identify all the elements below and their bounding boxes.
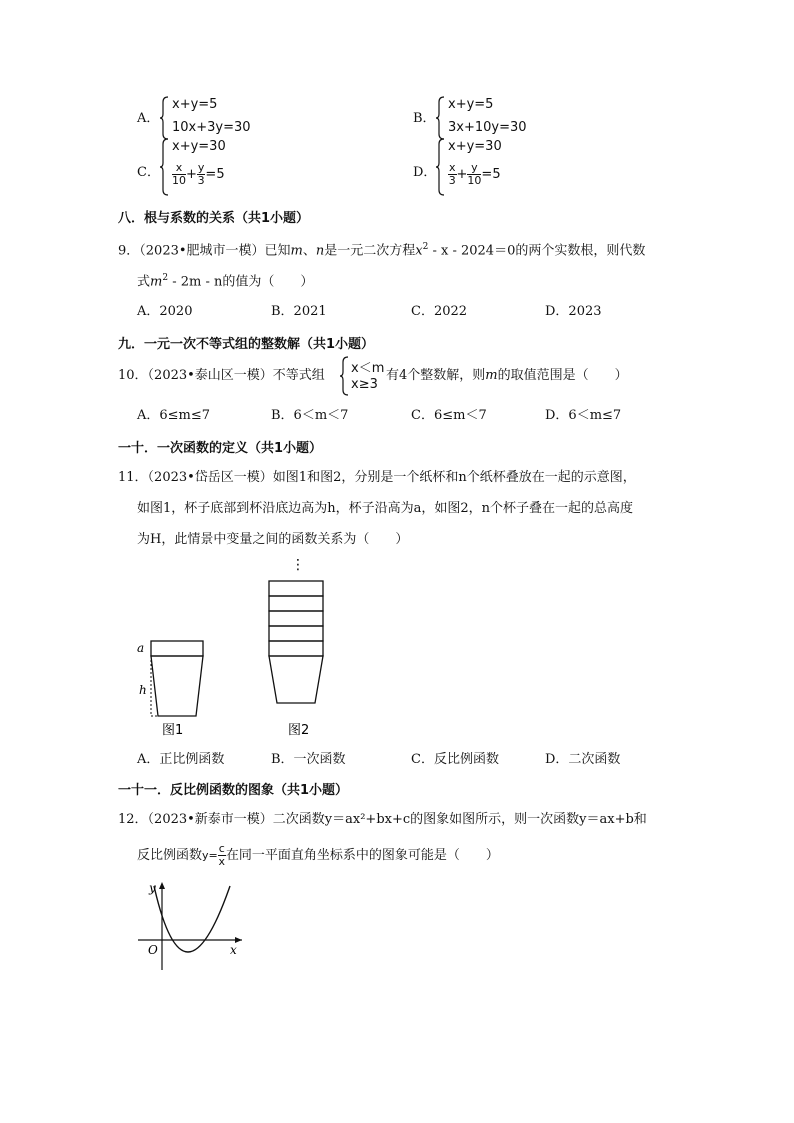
q10-ineq1: x＜m [351, 361, 385, 376]
q12-line1: 12．（2023•新泰市一模）二次函数y＝ax²+bx+c的图象如图所示，则一次函数y＝ax+b和 [118, 812, 647, 827]
q12-parabola-graph [132, 878, 252, 973]
dots-icon: ⋮ [291, 557, 305, 573]
q10-option-d: D．6＜m≤7 [545, 408, 622, 423]
q11-line3: 为H，此情景中变量之间的函数关系为（ ） [137, 532, 409, 547]
q8-d-line2: $\frac{x}{3}$ + $\frac{y}{10}$ =5 [448, 161, 501, 187]
brace-icon [160, 138, 170, 196]
q10-option-a: A．6≤m≤7 [137, 408, 211, 423]
q11-option-d: D．二次函数 [545, 752, 621, 767]
q8-option-a-system [160, 96, 280, 140]
fraction: $\frac{y}{3}$ [197, 161, 205, 187]
q8-option-a-label: A． [137, 111, 160, 126]
section-heading: 一十．一次函数的定义（共1小题） [118, 441, 323, 456]
q11-cups-figure [130, 553, 360, 743]
q11-line2: 如图1，杯子底部到杯沿底边高为h，杯子沿高为a，如图2，n个杯子叠在一起的总高度 [137, 501, 634, 516]
brace-icon [436, 96, 446, 140]
q9-line2: 式$m^2 - 2m$ - n的值为（ ） [137, 273, 314, 290]
q8-d-line1: x+y=30 [448, 139, 502, 154]
cup-figure-2 [269, 581, 323, 703]
fig1-label: 图1 [162, 723, 184, 738]
q8-option-d-label: D． [413, 165, 437, 180]
q10-inequality-system [340, 356, 390, 396]
q8-option-b-system [436, 96, 556, 140]
label-a: a [137, 641, 145, 655]
q12-line2: 反比例函数y= $\frac{c}{x}$ 在同一平面直角坐标系中的图象可能是（ ） [137, 842, 499, 868]
q9-option-a: A．2020 [137, 304, 193, 319]
q10-option-b: B．6＜m＜7 [271, 408, 349, 423]
fraction: $\frac{x}{10}$ [172, 161, 186, 187]
q11-option-a: A．正比例函数 [137, 752, 225, 767]
brace-icon [436, 138, 446, 196]
fig2-label: 图2 [288, 723, 310, 738]
fraction: $\frac{y}{10}$ [467, 161, 482, 187]
q9-option-d: D．2023 [545, 304, 602, 319]
q8-option-c-system [160, 138, 280, 196]
fraction: $\frac{c}{x}$ [218, 842, 226, 868]
q8-a-line1: x+y=5 [172, 97, 218, 112]
q8-option-b-label: B． [413, 111, 436, 126]
q11-line1: 11．（2023•岱岳区一模）如图1和图2，分别是一个纸杯和n个纸杯叠放在一起的示意图， [118, 470, 636, 485]
brace-icon [160, 96, 170, 140]
q9-option-b: B．2021 [271, 304, 327, 319]
section-heading: 八．根与系数的关系（共1小题） [118, 211, 310, 226]
section-heading: 九．一元一次不等式组的整数解（共1小题） [118, 337, 375, 352]
q9-option-c: C．2022 [411, 304, 468, 319]
q11-option-b: B．一次函数 [271, 752, 346, 767]
q8-b-line1: x+y=5 [448, 97, 494, 112]
fraction: $\frac{x}{3}$ [448, 161, 456, 187]
parabola-curve [154, 886, 230, 952]
cup-figure-1 [151, 641, 203, 716]
x-axis-label: x [230, 943, 237, 957]
q10-post: 有4个整数解，则m的取值范围是（ ） [386, 368, 628, 383]
origin-label: O [148, 943, 158, 957]
q8-option-c-label: C． [137, 165, 160, 180]
q8-option-d-system [436, 138, 556, 196]
y-axis-label: y [149, 881, 156, 895]
q9-line1: 9．（2023•肥城市一模）已知m、n是一元二次方程$x^2 - x - 2024=0$的两个实数根，则代数 [118, 242, 646, 259]
q8-a-line2: 10x+3y=30 [172, 120, 251, 135]
q11-option-c: C．反比例函数 [411, 752, 499, 767]
section-heading: 一十一．反比例函数的图象（共1小题） [118, 783, 349, 798]
brace-icon [340, 356, 350, 396]
q8-c-line2: $\frac{x}{10}$ + $\frac{y}{3}$ =5 [172, 161, 225, 187]
q10-option-c: C．6≤m＜7 [411, 408, 487, 423]
q10-pre: 10．（2023•泰山区一模）不等式组 [118, 368, 325, 383]
label-h: h [139, 683, 147, 697]
q8-c-line1: x+y=30 [172, 139, 226, 154]
q10-ineq2: x≥3 [351, 377, 378, 392]
y-axis-arrow-icon [159, 882, 165, 889]
q8-b-line2: 3x+10y=30 [448, 120, 527, 135]
